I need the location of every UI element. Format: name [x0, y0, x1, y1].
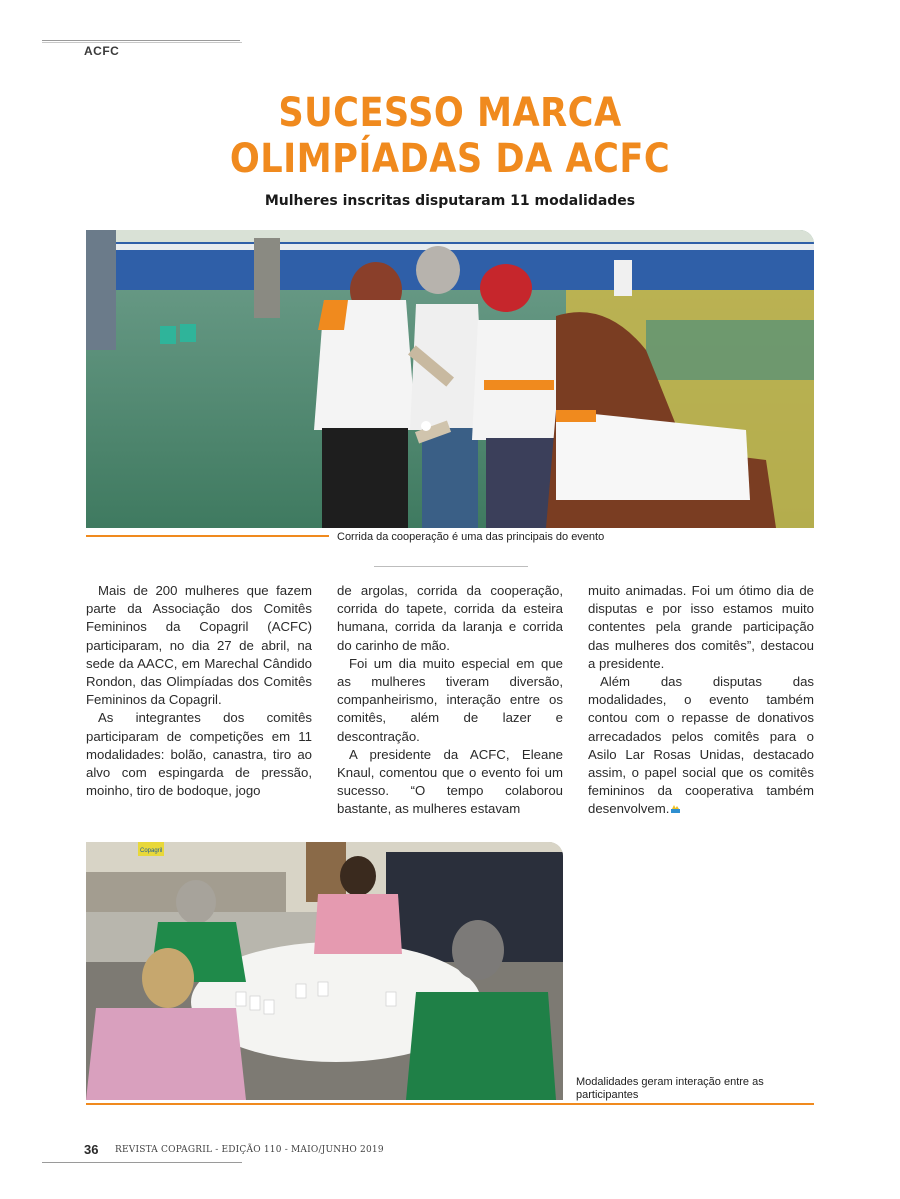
top-divider — [42, 40, 240, 41]
article-subtitle: Mulheres inscritas disputaram 11 modalidades — [264, 193, 636, 209]
paragraph: A presidente da ACFC, Eleane Knaul, comentou que o evento foi um sucesso. “O tempo colaborou bastante, as mulheres estavam — [337, 746, 563, 817]
paragraph — [588, 673, 814, 819]
article-title-line1: SUCESSO MARCA — [278, 90, 622, 136]
page-number: 36 — [84, 1142, 99, 1157]
paragraph: As integrantes dos comitês participaram de competições em 11 modalidades: bolão, canastra, tiro ao alvo com espingarda de pressão, moinho, tiro de bodoque, jogo — [86, 710, 312, 799]
photo-card-game — [86, 842, 563, 1100]
caption-rule-2 — [86, 1103, 814, 1105]
paragraph-text: Além das disputas das modalidades, o evento também contou com o repasse de donativos arrecadados pelos comitês para o Asilo Lar Rosas Unidas, destacado assim, o papel social que os comitês femininos da cooperativa também desenvolvem. — [588, 674, 814, 817]
paragraph: Foi um dia muito especial em que as mulheres tiveram diversão, companheirismo, interação entre os comitês, além de lazer e descontração. — [337, 655, 563, 744]
article-title-line2: OLIMPÍADAS DA ACFC — [229, 136, 671, 182]
sign-text: Copagril — [140, 848, 163, 854]
photo-caption-2: Modalidades geram interação entre as participantes — [576, 1076, 764, 1101]
photo-caption-1: Corrida da cooperação é uma das principais do evento — [337, 531, 605, 543]
paragraph: de argolas, corrida da cooperação, corrida do tapete, corrida da esteira humana, corrida da laranja e corrida do carinho de mão. — [337, 583, 563, 653]
text-column-2 — [337, 582, 563, 819]
paragraph: muito animadas. Foi um ótimo dia de disputas e por isso estamos muito contentes pela grande participação das mulheres dos comitês”, destacou a presidente. — [588, 583, 814, 671]
article-title — [54, 90, 846, 182]
caption-rule — [86, 535, 329, 537]
text-column-3 — [588, 582, 814, 819]
text-column-1 — [86, 582, 312, 800]
bottom-divider — [42, 1162, 242, 1163]
section-tag: ACFC — [84, 44, 120, 58]
top-divider-secondary — [42, 42, 242, 43]
separator — [374, 566, 528, 567]
publication-info: REVISTA COPAGRIL - EDIÇÃO 110 - MAIO/JUNHO 2019 — [115, 1145, 384, 1155]
end-mark-icon — [671, 805, 680, 813]
photo-cooperation-race — [86, 230, 814, 528]
paragraph: Mais de 200 mulheres que fazem parte da Associação dos Comitês Femininos da Copagril (ACFC) participaram, no dia 27 de abril, na sede da AACC, em Marechal Cândido Rondon, das Olimpíadas dos Comitês Femininos da Copagril. — [86, 583, 312, 708]
